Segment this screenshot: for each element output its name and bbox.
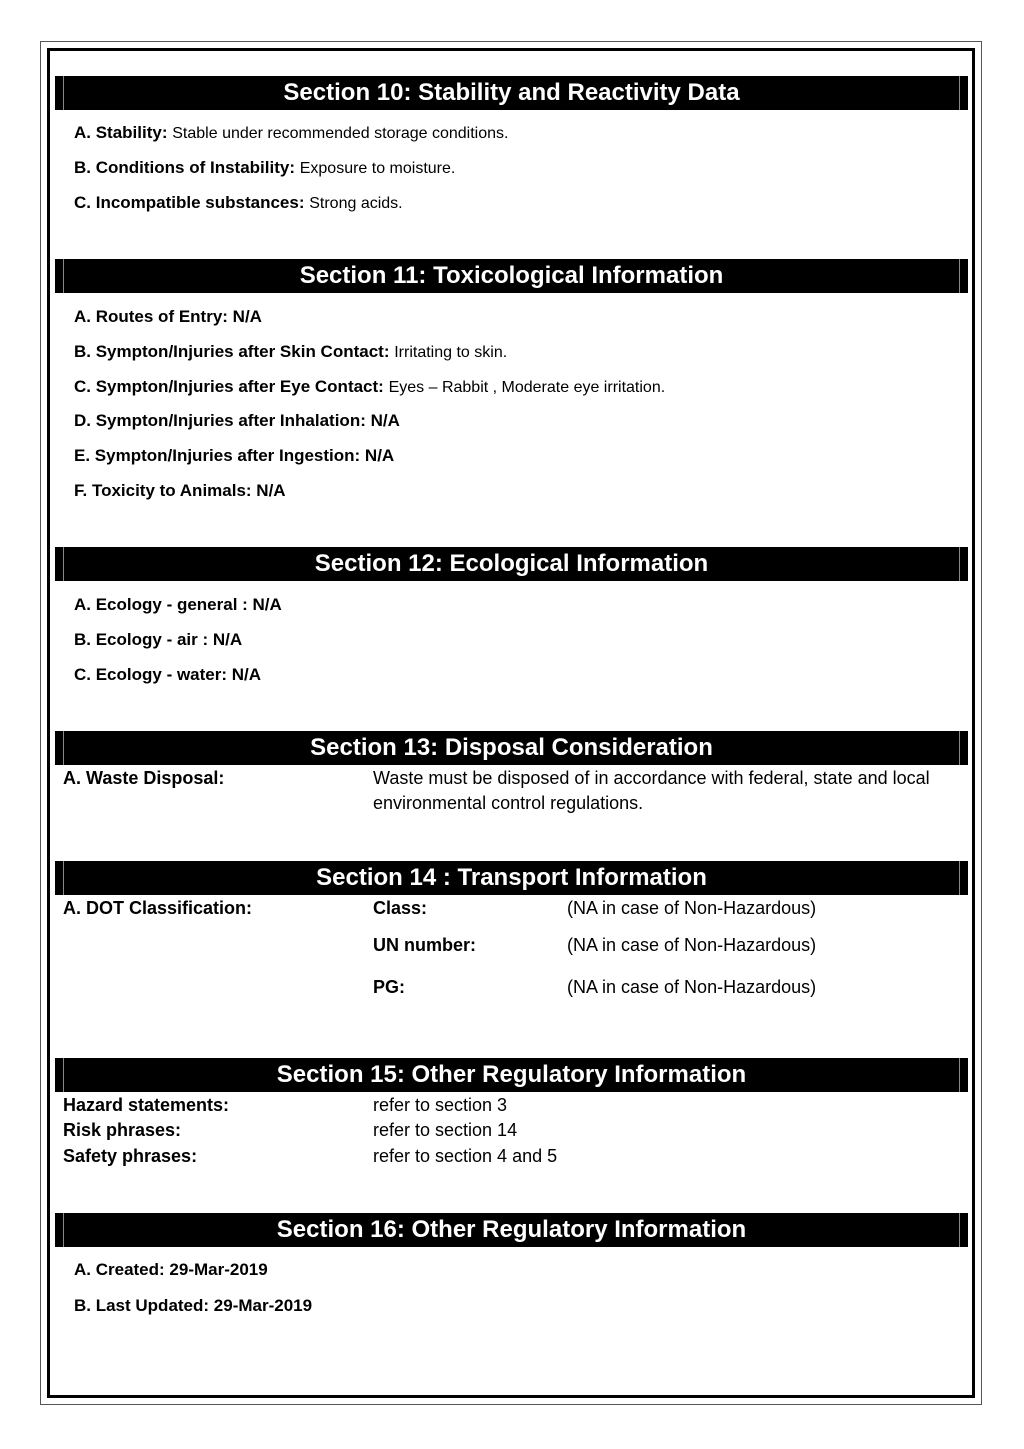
s11-inhalation-text: D. Sympton/Injuries after Inhalation: N/A — [74, 411, 400, 430]
s15-safety-value: refer to section 4 and 5 — [373, 1146, 558, 1166]
s10-stability-line — [74, 123, 508, 143]
s15-safety-key: Safety phrases: — [63, 1146, 198, 1166]
section-12-title: Section 12: Ecological Information — [314, 550, 709, 577]
s15-risk-key: Risk phrases: — [63, 1120, 182, 1140]
s12-general-text: A. Ecology - general : N/A — [74, 595, 282, 614]
section-13-header — [55, 731, 968, 765]
section-11-header — [55, 259, 968, 293]
s15-hazard-value: refer to section 3 — [373, 1095, 508, 1115]
section-13-title: Section 13: Disposal Consideration — [310, 734, 713, 761]
section-10-title: Section 10: Stability and Reactivity Data — [283, 79, 740, 106]
section-10-header — [55, 76, 968, 110]
s10-incompatible-line — [74, 193, 403, 213]
s11-animals-text: F. Toxicity to Animals: N/A — [74, 481, 286, 500]
s11-skin-label: B. Sympton/Injuries after Skin Contact: — [74, 342, 390, 361]
section-12-header — [55, 547, 968, 581]
s14-dot-label: A. DOT Classification: — [63, 898, 253, 918]
s11-eye-line — [74, 377, 665, 397]
s11-skin-value: Irritating to skin. — [394, 344, 508, 361]
section-16-header — [55, 1213, 968, 1247]
s12-air-text: B. Ecology - air : N/A — [74, 630, 243, 649]
s10-stability-label: A. Stability: — [74, 123, 168, 142]
s11-animals-line — [74, 481, 286, 501]
s11-skin-line — [74, 342, 507, 362]
section-11-title: Section 11: Toxicological Information — [299, 262, 724, 289]
s11-eye-value: Eyes – Rabbit , Moderate eye irritation. — [388, 379, 666, 396]
s15-hazard-key: Hazard statements: — [63, 1095, 230, 1115]
s16-updated-line — [74, 1296, 312, 1316]
s14-pg-value: (NA in case of Non-Hazardous) — [567, 977, 817, 997]
section-14-header — [55, 861, 968, 895]
s12-air-line — [74, 630, 242, 650]
s10-incompatible-label: C. Incompatible substances: — [74, 193, 305, 212]
s12-water-text: C. Ecology - water: N/A — [74, 665, 262, 684]
s10-instability-label: B. Conditions of Instability: — [74, 158, 295, 177]
section-16-title: Section 16: Other Regulatory Information — [276, 1216, 747, 1243]
s10-instability-value: Exposure to moisture. — [299, 160, 456, 177]
s11-inhalation-line — [74, 411, 400, 431]
s10-instability-line — [74, 158, 455, 178]
s16-created-text: A. Created: 29-Mar-2019 — [74, 1260, 268, 1279]
s10-incompatible-value: Strong acids. — [309, 195, 403, 212]
s16-created-line — [74, 1260, 268, 1280]
s10-stability-value: Stable under recommended storage conditions. — [172, 125, 509, 142]
s11-routes-line — [74, 307, 262, 327]
s11-eye-label: C. Sympton/Injuries after Eye Contact: — [74, 377, 384, 396]
s11-ingestion-line — [74, 446, 394, 466]
page-inner-border — [47, 48, 975, 1398]
s11-routes-text: A. Routes of Entry: N/A — [74, 307, 262, 326]
s14-un-key: UN number: — [373, 935, 476, 955]
s14-pg-key: PG: — [373, 977, 406, 997]
s14-un-value: (NA in case of Non-Hazardous) — [567, 935, 817, 955]
s12-general-line — [74, 595, 282, 615]
section-15-title: Section 15: Other Regulatory Information — [276, 1061, 747, 1088]
s15-risk-value: refer to section 14 — [373, 1120, 518, 1140]
s16-updated-text: B. Last Updated: 29-Mar-2019 — [74, 1296, 313, 1315]
section-14-title: Section 14 : Transport Information — [316, 864, 707, 891]
section-15-header — [55, 1058, 968, 1092]
s11-ingestion-text: E. Sympton/Injuries after Ingestion: N/A — [74, 446, 395, 465]
s13-waste-value: Waste must be disposed of in accordance with federal, state and local environmental control regulations. — [373, 768, 930, 813]
s12-water-line — [74, 665, 261, 685]
s13-waste-label: A. Waste Disposal: — [63, 768, 225, 788]
s14-class-value: (NA in case of Non-Hazardous) — [567, 898, 817, 918]
s14-class-key: Class: — [373, 898, 428, 918]
